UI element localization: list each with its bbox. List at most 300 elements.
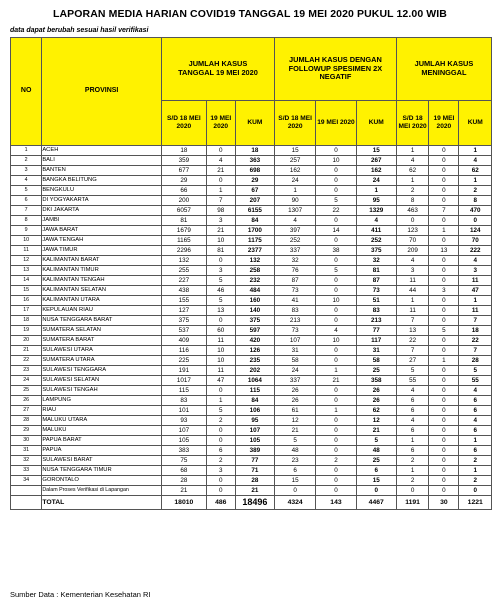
cell-value: 2	[396, 456, 428, 466]
total-value: 30	[429, 496, 459, 510]
cell-value: 6	[459, 406, 492, 416]
cell-value: 81	[161, 216, 206, 226]
table-row	[11, 266, 492, 276]
cell-value: 61	[274, 406, 315, 416]
cell-value: 7	[429, 206, 459, 216]
row-number: 21	[11, 346, 42, 356]
total-value: 1191	[396, 496, 428, 510]
cell-value: 95	[235, 416, 274, 426]
table-row	[11, 316, 492, 326]
cell-value: 0	[316, 426, 356, 436]
cell-value: 6	[396, 396, 428, 406]
cell-value: 22	[396, 336, 428, 346]
cell-value: 0	[459, 216, 492, 226]
table-row	[11, 456, 492, 466]
cell-value: 5	[206, 296, 235, 306]
province-name: JAWA BARAT	[42, 226, 162, 236]
cell-value: 4	[459, 386, 492, 396]
table-row	[11, 146, 492, 156]
row-number: 15	[11, 286, 42, 296]
cell-value: 463	[396, 206, 428, 216]
cell-value: 0	[316, 446, 356, 456]
cell-value: 1329	[356, 206, 396, 216]
cell-value: 255	[161, 266, 206, 276]
cell-value: 0	[429, 166, 459, 176]
cell-value: 21	[356, 426, 396, 436]
province-name: GORONTALO	[42, 476, 162, 486]
table-row	[11, 306, 492, 316]
cell-value: 0	[429, 236, 459, 246]
cell-value: 1	[396, 176, 428, 186]
cell-value: 26	[274, 396, 315, 406]
cell-value: 0	[316, 476, 356, 486]
province-name: KALIMANTAN SELATAN	[42, 286, 162, 296]
cell-value: 0	[429, 146, 459, 156]
cell-value: 5	[274, 436, 315, 446]
table-row	[11, 326, 492, 336]
row-number: 28	[11, 416, 42, 426]
table-body	[11, 146, 492, 510]
cell-value: 0	[316, 396, 356, 406]
cell-value: 12	[356, 416, 396, 426]
cell-value: 41	[274, 296, 315, 306]
cell-value: 11	[396, 276, 428, 286]
row-number: 5	[11, 186, 42, 196]
cell-value: 6	[396, 426, 428, 436]
cell-value: 66	[161, 186, 206, 196]
cell-value: 24	[356, 176, 396, 186]
row-number: 8	[11, 216, 42, 226]
cell-value: 209	[396, 246, 428, 256]
row-number: 19	[11, 326, 42, 336]
table-row	[11, 286, 492, 296]
cell-value: 132	[161, 256, 206, 266]
row-number: 11	[11, 246, 42, 256]
cell-value: 2377	[235, 246, 274, 256]
header-sd-18-mei: S/D 18 MEI 2020	[396, 101, 428, 146]
cell-value: 29	[161, 176, 206, 186]
cell-value: 0	[429, 406, 459, 416]
cell-value: 1679	[161, 226, 206, 236]
cell-value: 4	[459, 156, 492, 166]
cell-value: 698	[235, 166, 274, 176]
header-sd-18-mei: S/D 18 MEI 2020	[161, 101, 206, 146]
cell-value: 0	[459, 486, 492, 496]
cell-value: 15	[356, 146, 396, 156]
cell-value: 101	[161, 406, 206, 416]
cell-value: 117	[356, 336, 396, 346]
cell-value: 7	[459, 346, 492, 356]
table-row	[11, 186, 492, 196]
table-row	[11, 166, 492, 176]
province-name: KALIMANTAN TENGAH	[42, 276, 162, 286]
cell-value: 0	[429, 176, 459, 186]
cell-value: 2	[396, 476, 428, 486]
row-number: 13	[11, 266, 42, 276]
cell-value: 21	[316, 376, 356, 386]
cell-value: 0	[429, 306, 459, 316]
cell-value: 26	[356, 396, 396, 406]
cell-value: 13	[396, 326, 428, 336]
cell-value: 0	[429, 456, 459, 466]
cell-value: 5	[316, 266, 356, 276]
cell-value: 83	[356, 306, 396, 316]
cell-value: 162	[356, 166, 396, 176]
table-row	[11, 296, 492, 306]
table-row	[11, 196, 492, 206]
table-row	[11, 416, 492, 426]
cell-value: 1	[316, 406, 356, 416]
cell-value: 62	[459, 166, 492, 176]
cell-value: 257	[274, 156, 315, 166]
cell-value: 0	[316, 166, 356, 176]
cell-value: 1175	[235, 236, 274, 246]
province-name: KALIMANTAN UTARA	[42, 296, 162, 306]
province-name: PAPUA	[42, 446, 162, 456]
row-number: 4	[11, 176, 42, 186]
cell-value: 13	[206, 306, 235, 316]
header-no: NO	[11, 38, 42, 146]
source-note: Sumber Data : Kementerian Kesehatan RI	[10, 590, 151, 599]
cell-value: 4	[396, 416, 428, 426]
cell-value: 123	[396, 226, 428, 236]
cell-value: 677	[161, 166, 206, 176]
cell-value: 21	[206, 226, 235, 236]
province-name: KEPULAUAN RIAU	[42, 306, 162, 316]
cell-value: 4	[396, 256, 428, 266]
cell-value: 1165	[161, 236, 206, 246]
province-name: MALUKU	[42, 426, 162, 436]
cell-value: 48	[356, 446, 396, 456]
cell-value: 0	[316, 316, 356, 326]
cell-value: 11	[206, 336, 235, 346]
table-row	[11, 356, 492, 366]
cell-value: 200	[161, 196, 206, 206]
cell-value: 1	[396, 436, 428, 446]
cell-value: 6	[274, 466, 315, 476]
cell-value: 140	[235, 306, 274, 316]
table-row	[11, 256, 492, 266]
cell-value: 0	[429, 366, 459, 376]
cell-value: 2	[316, 456, 356, 466]
cell-value: 0	[316, 146, 356, 156]
row-number: 27	[11, 406, 42, 416]
cell-value: 29	[235, 176, 274, 186]
cell-value: 0	[429, 336, 459, 346]
cell-value: 0	[429, 156, 459, 166]
table-row	[11, 336, 492, 346]
cell-value: 15	[274, 476, 315, 486]
cell-value: 7	[396, 316, 428, 326]
cell-value: 21	[206, 166, 235, 176]
cell-value: 375	[356, 246, 396, 256]
table-row	[11, 396, 492, 406]
cell-value: 213	[356, 316, 396, 326]
cell-value: 0	[316, 186, 356, 196]
cell-value: 47	[459, 286, 492, 296]
cell-value: 11	[396, 306, 428, 316]
cell-value: 124	[459, 226, 492, 236]
cell-value: 363	[235, 156, 274, 166]
cell-value: 0	[429, 266, 459, 276]
cell-value: 0	[206, 436, 235, 446]
cell-value: 76	[274, 266, 315, 276]
cell-value: 0	[316, 486, 356, 496]
cell-value: 14	[316, 226, 356, 236]
cell-value: 0	[429, 386, 459, 396]
cell-value: 55	[396, 376, 428, 386]
row-number: 25	[11, 386, 42, 396]
table-row	[11, 206, 492, 216]
row-number: 20	[11, 336, 42, 346]
table-row	[11, 216, 492, 226]
cell-value: 1	[274, 186, 315, 196]
cell-value: 70	[459, 236, 492, 246]
province-name: Dalam Proses Verifikasi di Lapangan	[42, 486, 162, 496]
cell-value: 0	[429, 316, 459, 326]
cell-value: 27	[396, 356, 428, 366]
row-number: 16	[11, 296, 42, 306]
cell-value: 105	[235, 436, 274, 446]
cell-value: 25	[356, 456, 396, 466]
cell-value: 0	[206, 146, 235, 156]
cell-value: 0	[316, 176, 356, 186]
row-number: 34	[11, 476, 42, 486]
cell-value: 81	[206, 246, 235, 256]
cell-value: 98	[206, 206, 235, 216]
cell-value: 107	[274, 336, 315, 346]
cell-value: 5	[206, 406, 235, 416]
total-value: 4467	[356, 496, 396, 510]
cell-value: 105	[161, 436, 206, 446]
province-name: KALIMANTAN BARAT	[42, 256, 162, 266]
province-name: PAPUA BARAT	[42, 436, 162, 446]
cell-value: 11	[459, 306, 492, 316]
cell-value: 21	[274, 426, 315, 436]
cell-value: 6	[459, 396, 492, 406]
cell-value: 77	[235, 456, 274, 466]
cell-value: 160	[235, 296, 274, 306]
cell-value: 67	[235, 186, 274, 196]
province-name: RIAU	[42, 406, 162, 416]
cell-value: 4	[316, 326, 356, 336]
cell-value: 18	[459, 326, 492, 336]
row-number: 9	[11, 226, 42, 236]
cell-value: 77	[356, 326, 396, 336]
province-name: SULAWESI UTARA	[42, 346, 162, 356]
cell-value: 25	[356, 366, 396, 376]
cell-value: 2	[206, 416, 235, 426]
row-number: 30	[11, 436, 42, 446]
row-number: 2	[11, 156, 42, 166]
cell-value: 358	[356, 376, 396, 386]
cell-value: 6	[396, 446, 428, 456]
cell-value: 6	[459, 446, 492, 456]
cell-value: 1	[316, 366, 356, 376]
cell-value: 0	[206, 486, 235, 496]
table-row	[11, 446, 492, 456]
header-19-mei: 19 MEI 2020	[206, 101, 235, 146]
province-name: DKI JAKARTA	[42, 206, 162, 216]
row-number: 12	[11, 256, 42, 266]
cell-value: 2	[459, 456, 492, 466]
cell-value: 68	[161, 466, 206, 476]
cell-value: 10	[206, 236, 235, 246]
cell-value: 18	[161, 146, 206, 156]
cell-value: 73	[356, 286, 396, 296]
cell-value: 58	[356, 356, 396, 366]
row-number: 32	[11, 456, 42, 466]
cell-value: 15	[356, 476, 396, 486]
province-name: NUSA TENGGARA BARAT	[42, 316, 162, 326]
cell-value: 252	[356, 236, 396, 246]
cell-value: 0	[206, 426, 235, 436]
cell-value: 420	[235, 336, 274, 346]
table-row	[11, 466, 492, 476]
row-number	[11, 486, 42, 496]
cell-value: 10	[206, 356, 235, 366]
province-name: LAMPUNG	[42, 396, 162, 406]
header-kum: KUM	[235, 101, 274, 146]
row-number: 7	[11, 206, 42, 216]
cell-value: 81	[356, 266, 396, 276]
cell-value: 6	[206, 446, 235, 456]
cell-value: 46	[206, 286, 235, 296]
province-name: ACEH	[42, 146, 162, 156]
cell-value: 0	[316, 356, 356, 366]
total-value: 4324	[274, 496, 315, 510]
cell-value: 252	[274, 236, 315, 246]
cell-value: 83	[161, 396, 206, 406]
table-row	[11, 386, 492, 396]
province-name: SULAWESI SELATAN	[42, 376, 162, 386]
cell-value: 162	[274, 166, 315, 176]
total-value: 18496	[235, 496, 274, 510]
cell-value: 15	[274, 146, 315, 156]
cell-value: 3	[206, 216, 235, 226]
header-sd-18-mei: S/D 18 MEI 2020	[274, 101, 315, 146]
row-number: 3	[11, 166, 42, 176]
cell-value: 24	[274, 366, 315, 376]
cell-value: 258	[235, 266, 274, 276]
cell-value: 18	[235, 146, 274, 156]
cell-value: 13	[429, 246, 459, 256]
cell-value: 5	[356, 436, 396, 446]
cell-value: 132	[235, 256, 274, 266]
cell-value: 1	[459, 176, 492, 186]
cell-value: 1	[459, 436, 492, 446]
table-row	[11, 376, 492, 386]
cell-value: 12	[274, 416, 315, 426]
cell-value: 0	[396, 486, 428, 496]
cell-value: 1	[396, 296, 428, 306]
cell-value: 375	[235, 316, 274, 326]
cell-value: 337	[274, 246, 315, 256]
cell-value: 23	[274, 456, 315, 466]
total-value: 1221	[459, 496, 492, 510]
cell-value: 1	[206, 186, 235, 196]
cell-value: 537	[161, 326, 206, 336]
province-name: SUMATERA UTARA	[42, 356, 162, 366]
cell-value: 0	[316, 236, 356, 246]
cell-value: 4	[274, 216, 315, 226]
cell-value: 0	[316, 436, 356, 446]
cell-value: 0	[429, 216, 459, 226]
cell-value: 70	[396, 236, 428, 246]
cell-value: 0	[429, 346, 459, 356]
cell-value: 0	[396, 216, 428, 226]
cell-value: 32	[274, 256, 315, 266]
cell-value: 375	[161, 316, 206, 326]
cell-value: 10	[206, 346, 235, 356]
cell-value: 10	[316, 336, 356, 346]
cell-value: 1	[459, 146, 492, 156]
table-row	[11, 346, 492, 356]
cell-value: 3	[206, 466, 235, 476]
cell-value: 0	[206, 476, 235, 486]
cell-value: 0	[356, 486, 396, 496]
cell-value: 5	[429, 326, 459, 336]
cell-value: 383	[161, 446, 206, 456]
cell-value: 0	[429, 376, 459, 386]
cell-value: 155	[161, 296, 206, 306]
cell-value: 11	[206, 366, 235, 376]
cell-value: 2296	[161, 246, 206, 256]
cell-value: 227	[161, 276, 206, 286]
cell-value: 21	[235, 486, 274, 496]
row-number: 23	[11, 366, 42, 376]
cell-value: 22	[316, 206, 356, 216]
province-name: BANTEN	[42, 166, 162, 176]
province-name: BALI	[42, 156, 162, 166]
cell-value: 0	[429, 296, 459, 306]
cell-value: 31	[274, 346, 315, 356]
cell-value: 84	[235, 396, 274, 406]
cell-value: 0	[429, 396, 459, 406]
cell-value: 4	[459, 256, 492, 266]
table-row	[11, 436, 492, 446]
cell-value: 232	[235, 276, 274, 286]
cell-value: 0	[206, 256, 235, 266]
cell-value: 44	[396, 286, 428, 296]
cell-value: 48	[274, 446, 315, 456]
cell-value: 0	[429, 276, 459, 286]
cell-value: 0	[429, 436, 459, 446]
cell-value: 359	[161, 156, 206, 166]
cell-value: 21	[161, 486, 206, 496]
cell-value: 411	[356, 226, 396, 236]
row-number: 18	[11, 316, 42, 326]
cell-value: 90	[274, 196, 315, 206]
table-row	[11, 406, 492, 416]
cell-value: 107	[235, 426, 274, 436]
cell-value: 47	[206, 376, 235, 386]
cell-value: 5	[396, 366, 428, 376]
cell-value: 58	[274, 356, 315, 366]
report-subtitle: data dapat berubah sesuai hasil verifikasi	[10, 27, 149, 34]
cell-value: 3	[396, 266, 428, 276]
cell-value: 87	[274, 276, 315, 286]
cell-value: 1700	[235, 226, 274, 236]
cell-value: 31	[356, 346, 396, 356]
cell-value: 225	[161, 356, 206, 366]
cell-value: 5	[459, 366, 492, 376]
cell-value: 95	[356, 196, 396, 206]
row-number: 10	[11, 236, 42, 246]
cell-value: 267	[356, 156, 396, 166]
cell-value: 127	[161, 306, 206, 316]
cell-value: 438	[161, 286, 206, 296]
